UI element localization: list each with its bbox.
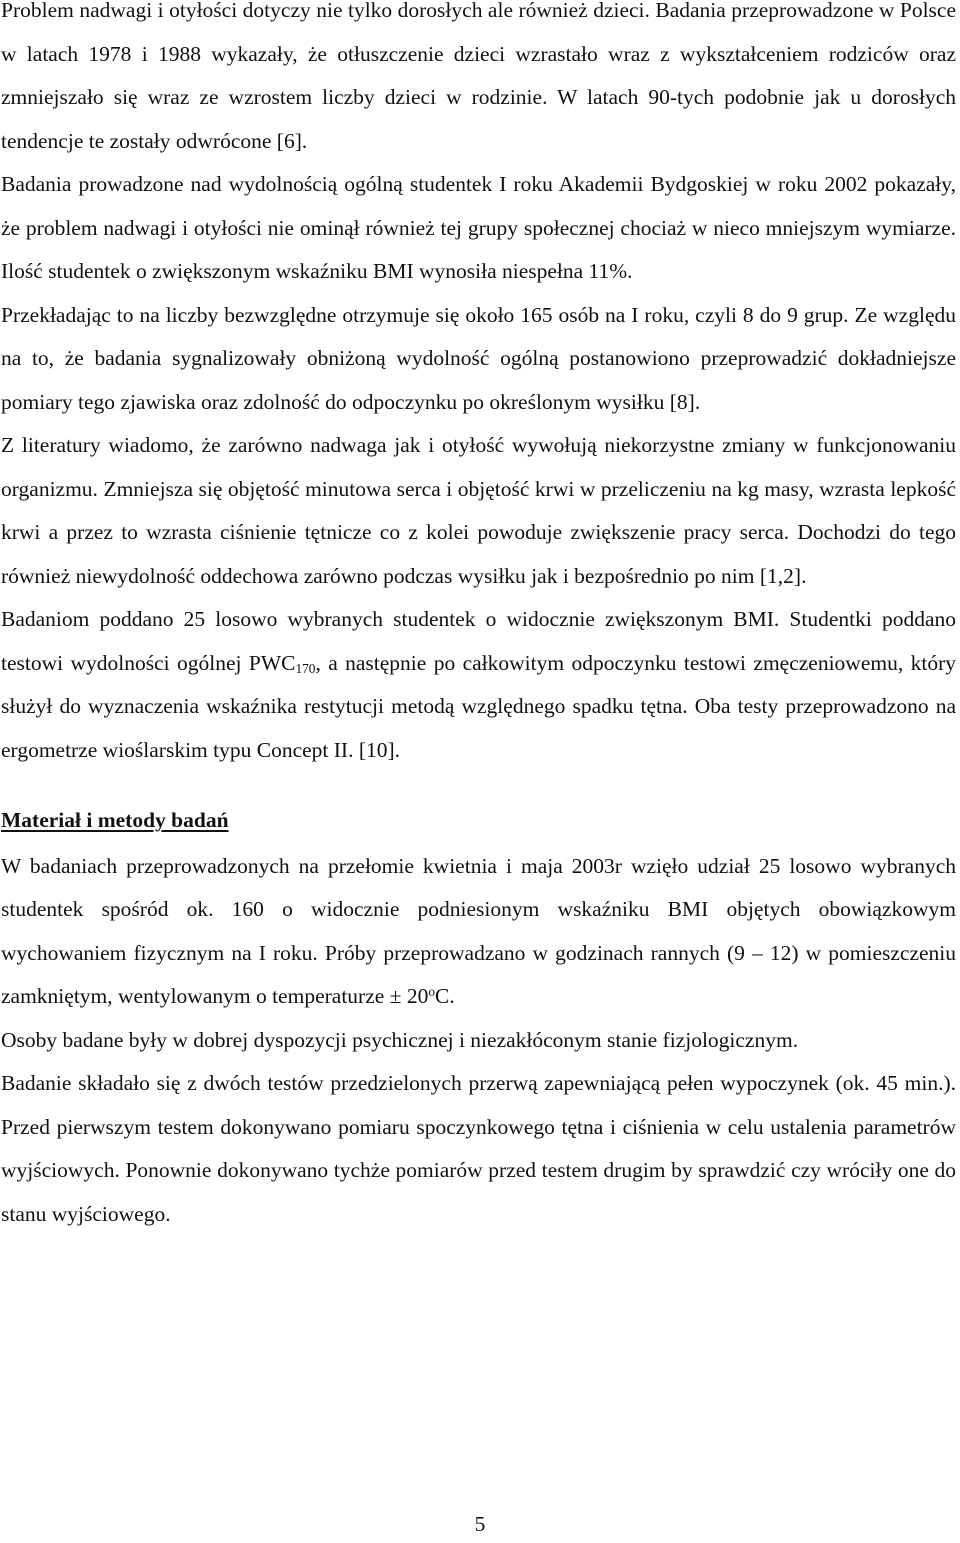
paragraph-study-subjects	[1, 598, 956, 772]
paragraph-literature: Z literatury wiadomo, że zarówno nadwaga jak i otyłość wywołują niekorzystne zmiany w funkcjonowaniu organizmu. Zmniejsza się objętość minutowa serca i objętość krwi w przeliczeniu na kg masy, wzrasta lepkość krwi a przez to wzrasta ciśnienie tętnicze co z kolei powoduje zwiększenie pracy serca. Dochodzi do tego również niewydolność oddechowa zarówno podczas wysiłku jak i bezpośrednio po nim [1,2].	[1, 433, 956, 588]
paragraph-study-subjects-part1: Badaniom poddano 25 losowo wybranych studentek o widocznie zwiększonym BMI. Studentki poddano testowi wydolności ogólnej PWC	[1, 607, 956, 675]
document-body	[1, 0, 956, 1236]
paragraph-subject-condition: Osoby badane były w dobrej dyspozycji psychicznej i niezakłóconym stanie fizjologicznym.	[1, 1027, 799, 1052]
pwc-subscript: 170	[295, 661, 316, 677]
degree-superscript: o	[428, 984, 436, 1000]
paragraph-study-conditions	[1, 845, 956, 1019]
section-heading-materials-methods: Materiał i metody badań	[1, 808, 229, 832]
paragraph-study-conditions-part1: W badaniach przeprowadzonych na przełomie kwietnia i maja 2003r wzięło udział 25 losowo wybranych studentek spośród ok. 160 o widocznie podniesionym wskaźniku BMI objętych obowiązkowym wychowaniem fizycznym na I roku. Próby przeprowadzano w godzinach rannych (9 – 12) w pomieszczeniu zamkniętym, wentylowanym o temperaturze ± 20	[1, 853, 956, 1008]
paragraph-obesity-children: Problem nadwagi i otyłości dotyczy nie tylko dorosłych ale również dzieci. Badania przeprowadzone w Polsce w latach 1978 i 1988 wykazały, że otłuszczenie dzieci wzrastało wraz z wykształceniem rodziców oraz zmniejszało się wraz ze wzrostem liczby dzieci w rodzinie. W latach 90-tych podobnie jak u dorosłych tendencje te zostały odwrócone [6].	[1, 0, 956, 153]
paragraph-group-count: Przekładając to na liczby bezwzględne otrzymuje się około 165 osób na I roku, czyli 8 do 9 grup. Ze względu na to, że badania sygnalizowały obniżoną wydolność ogólną postanowiono przeprowadzić dokładniejsze pomiary tego zjawiska oraz zdolność do odpoczynku po określonym wysiłku [8].	[1, 302, 956, 414]
paragraph-study-subjects-part2: , a następnie po całkowitym odpoczynku testowi zmęczeniowemu, który służył do wyznaczenia wskaźnika restytucji metodą względnego spadku tętna. Oba testy przeprowadzono na ergometrze wioślarskim typu Concept II. [10].	[1, 650, 956, 762]
page-number: 5	[474, 1512, 486, 1536]
paragraph-test-procedure: Badanie składało się z dwóch testów przedzielonych przerwą zapewniającą pełen wypoczynek (ok. 45 min.). Przed pierwszym testem dokonywano pomiaru spoczynkowego tętna i ciśnienia w celu ustalenia parametrów wyjściowych. Ponownie dokonywano tychże pomiarów przed testem drugim by sprawdzić czy wróciły one do stanu wyjściowego.	[1, 1071, 956, 1226]
paragraph-study-conditions-part2: C.	[435, 984, 455, 1008]
paragraph-student-fitness: Badania prowadzone nad wydolnością ogólną studentek I roku Akademii Bydgoskiej w roku 2002 pokazały, że problem nadwagi i otyłości nie ominął również tej grupy społecznej chociaż w nieco mniejszym wymiarze. Ilość studentek o zwiększonym wskaźniku BMI wynosiła niespełna 11%.	[1, 172, 956, 283]
